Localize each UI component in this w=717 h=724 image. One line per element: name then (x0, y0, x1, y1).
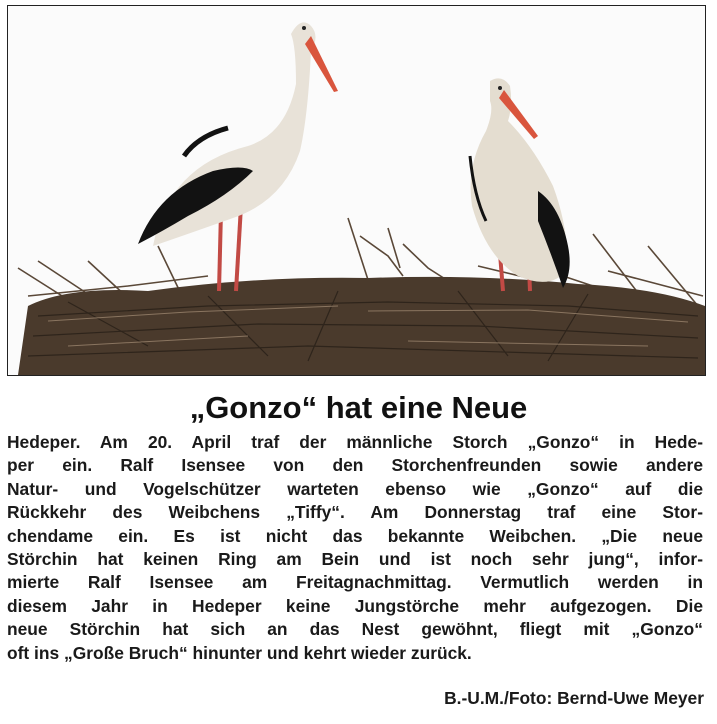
article-line: per ein. Ralf Isensee von den Storchenfreunden sowie andere (7, 455, 703, 476)
headline: „Gonzo“ hat eine Neue (189, 390, 528, 425)
article-photo (7, 5, 706, 376)
article-body (7, 431, 703, 665)
article-line: Rückkehr des Weibchens „Tiffy“. Am Donnerstag traf eine Stor- (7, 502, 703, 523)
article-line: Natur- und Vogelschützer warteten ebenso wie „Gonzo“ auf die (7, 478, 703, 499)
article-line: neue Störchin hat sich an das Nest gewöhnt, fliegt mit „Gonzo“ (7, 619, 703, 640)
article-line: diesem Jahr in Hedeper keine Jungstörche mehr aufgezogen. Die (7, 595, 703, 616)
photo-credit: B.-U.M./Foto: Bernd-Uwe Meyer (444, 688, 704, 708)
article-line: oft ins „Große Bruch“ hinunter und kehrt wieder zurück. (7, 642, 472, 663)
article-line: chendame ein. Es ist nicht das bekannte Weibchen. „Die neue (7, 525, 703, 546)
article-line: Hedeper. Am 20. April traf der männliche Storch „Gonzo“ in Hede- (7, 432, 703, 452)
article-line: Störchin hat keinen Ring am Bein und ist noch sehr jung“, infor- (7, 549, 703, 570)
nest (18, 277, 705, 375)
article-line: mierte Ralf Isensee am Freitagnachmittag. Vermutlich werden in (7, 572, 703, 593)
stork-nest-illustration (8, 6, 705, 375)
